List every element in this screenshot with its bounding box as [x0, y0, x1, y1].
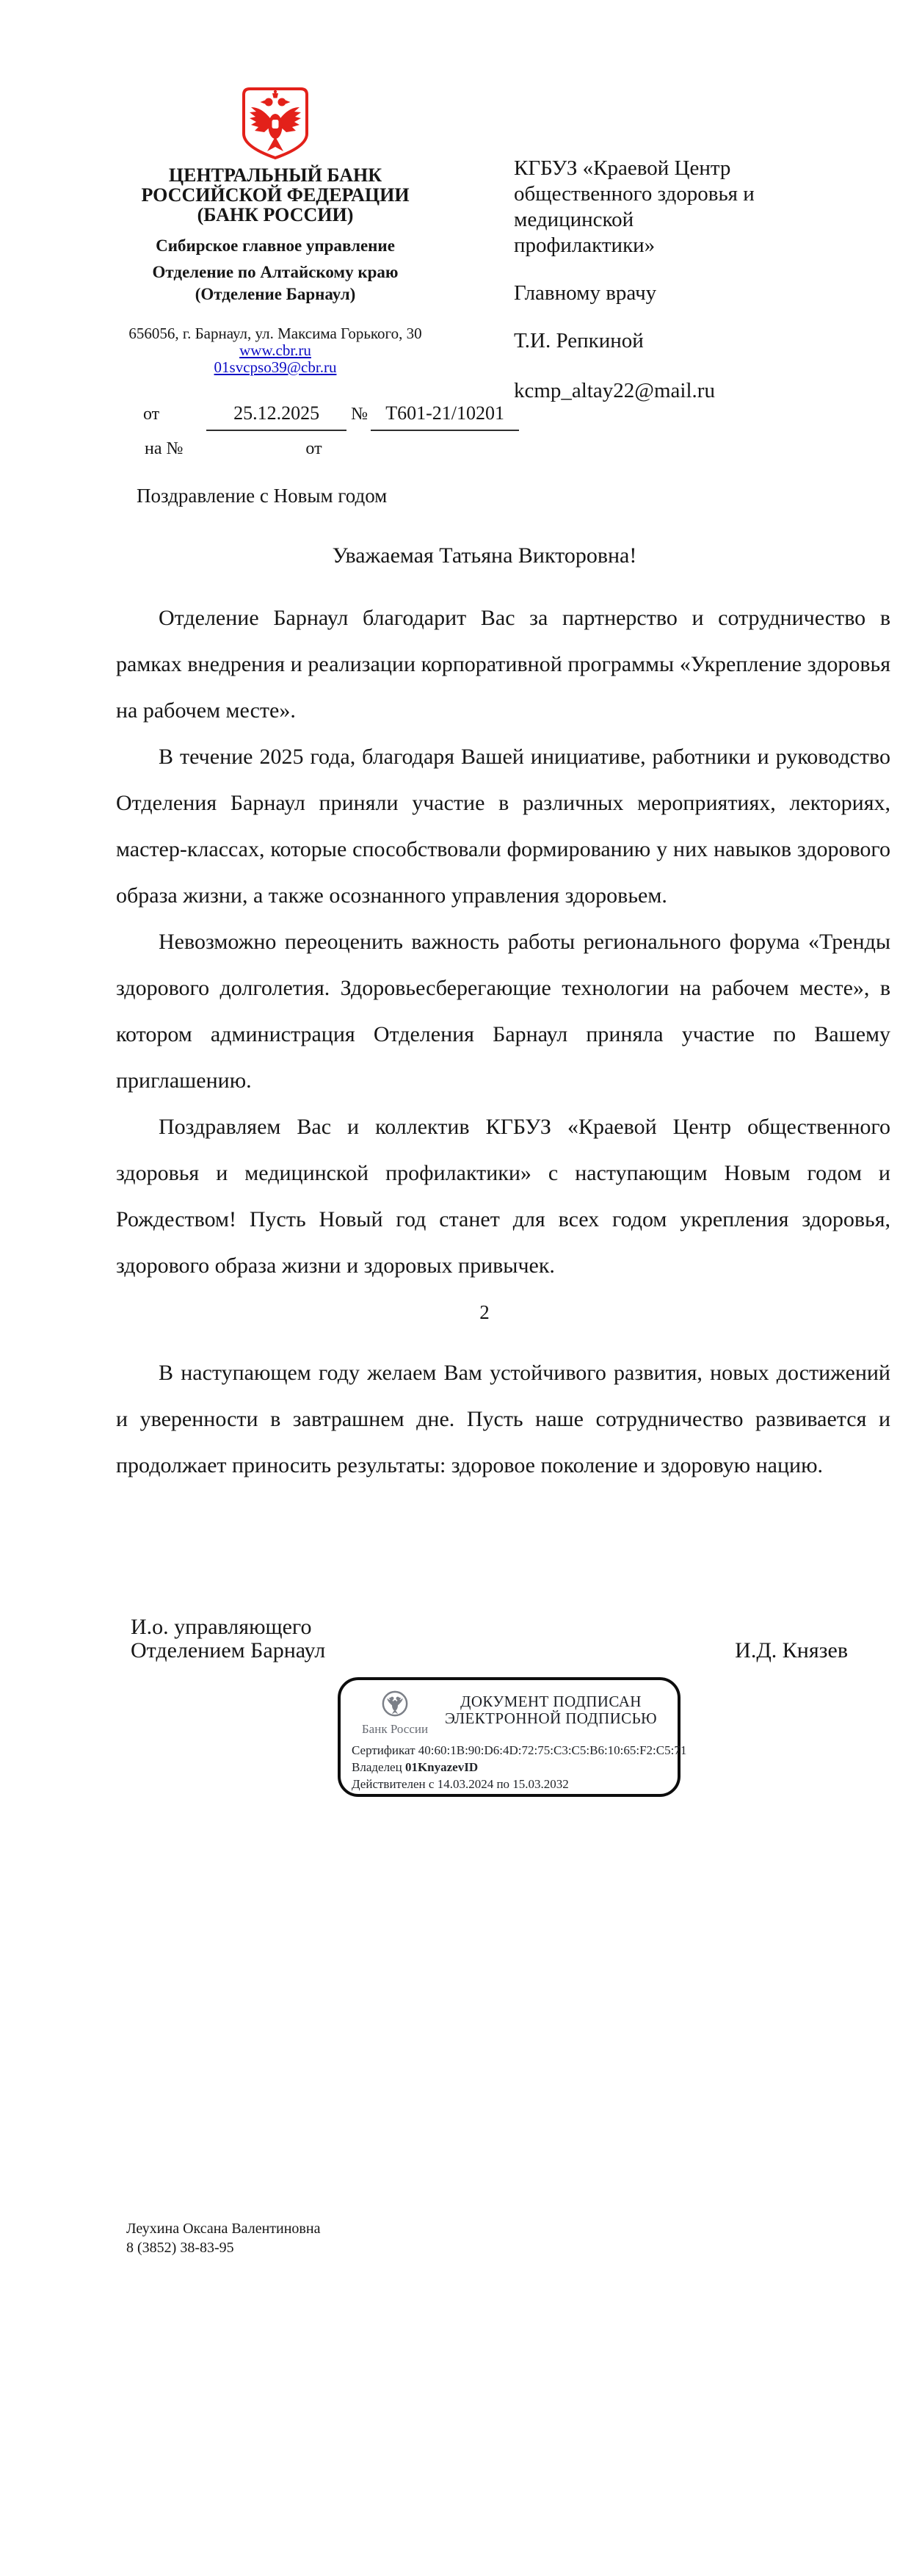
owner-label: Владелец	[352, 1760, 402, 1774]
signer-position-line-2: Отделением Барнаул	[131, 1638, 326, 1663]
paragraph-3: Невозможно переоценить важность работы регионального форума «Тренды здорового долголетия. Здоровьесберегающие технологии на рабочем месте», в котором администрация Отделения Барнаул приняла участие по Вашему приглашению.	[116, 930, 890, 1093]
branch-name-line-2: (Отделение Барнаул)	[195, 285, 356, 303]
paragraph-2: В течение 2025 года, благодаря Вашей инициативе, работники и руководство Отделения Барнаул приняли участие в различных мероприятиях, лекториях, мастер-классах, которые способствовали формированию у них навыков здорового образа жизни, а также осознанного управления здоровьем.	[116, 745, 890, 908]
letterhead-left	[121, 87, 429, 376]
coat-of-arms-icon	[241, 87, 310, 160]
recipient-name: Т.И. Репкиной	[514, 329, 644, 352]
website-link[interactable]: www.cbr.ru	[239, 341, 311, 359]
contact-name: Леухина Оксана Валентиновна	[126, 2221, 321, 2237]
bank-name-line-2: РОССИЙСКОЙ ФЕДЕРАЦИИ	[141, 184, 410, 206]
reply-number-label: на №	[145, 439, 184, 458]
from-label: от	[143, 405, 160, 424]
recipient-position: Главному врачу	[514, 281, 657, 305]
reference-row-2	[145, 439, 322, 459]
recipient-email: kcmp_altay22@mail.ru	[514, 379, 715, 402]
paragraph-4: Поздравляем Вас и коллектив КГБУЗ «Краевой Центр общественного здоровья и медицинской профилактики» с наступающим Новым годом и Рождеством! Пусть Новый год станет для всех годом укрепления здоровья, здорового образа жизни и здоровых привычек.	[116, 1115, 890, 1278]
paragraph-1: Отделение Барнаул благодарит Вас за партнерство и сотрудничество в рамках внедрения и реализации корпоративной программы «Укрепление здоровья на рабочем месте».	[116, 606, 890, 723]
body-page-1	[116, 595, 890, 1289]
stamp-title-line-1: ДОКУМЕНТ ПОДПИСАН	[460, 1693, 642, 1710]
validity-line: Действителен с 14.03.2024 по 15.03.2032	[352, 1777, 569, 1791]
footer-contact	[126, 2219, 320, 2257]
certificate-label: Сертификат	[352, 1743, 415, 1757]
branch-name-line-1: Отделение по Алтайскому краю	[152, 263, 399, 281]
stamp-title-line-2: ЭЛЕКТРОННОЙ ПОДПИСЬЮ	[444, 1710, 658, 1727]
contact-phone: 8 (3852) 38-83-95	[126, 2240, 234, 2256]
body-page-2	[116, 1350, 890, 1488]
date-value: 25.12.2025	[206, 402, 346, 431]
certificate-value: 40:60:1B:90:D6:4D:72:75:C3:C5:B6:10:65:F2:C5:71	[418, 1743, 687, 1757]
stamp-logo-caption: Банк России	[361, 1722, 429, 1736]
owner-value: 01KnyazevID	[404, 1760, 479, 1774]
page-number: 2	[479, 1301, 490, 1323]
signer-name: И.Д. Князев	[735, 1638, 848, 1663]
recipient-block	[514, 156, 767, 404]
bank-of-russia-logo-icon	[381, 1690, 409, 1718]
number-sign: №	[351, 405, 369, 424]
division-name: Сибирское главное управление	[156, 236, 395, 255]
recipient-organization: КГБУЗ «Краевой Центр общественного здоровья и медицинской профилактики»	[514, 156, 755, 257]
address-line: 656056, г. Барнаул, ул. Максима Горького, 30	[128, 325, 422, 342]
esign-stamp	[338, 1677, 687, 1797]
reply-from-label: от	[305, 439, 322, 458]
paragraph-5: В наступающем году желаем Вам устойчивого развития, новых достижений и уверенности в завтрашнем дне. Пусть наше сотрудничество развивается и продолжает приносить результаты: здоровое поколение и здоровую нацию.	[116, 1361, 890, 1477]
signer-position-line-1: И.о. управляющего	[131, 1615, 312, 1639]
reference-row-1	[143, 402, 519, 431]
subject-line: Поздравление с Новым годом	[137, 485, 388, 507]
signature-block	[131, 1616, 848, 1663]
number-value: Т601-21/10201	[371, 402, 519, 431]
salutation: Уважаемая Татьяна Викторовна!	[332, 543, 637, 568]
sender-email-link[interactable]: 01svcpso39@cbr.ru	[214, 358, 337, 376]
bank-name-line-1: ЦЕНТРАЛЬНЫЙ БАНК	[168, 164, 382, 186]
bank-name-line-3: (БАНК РОССИИ)	[197, 204, 354, 225]
